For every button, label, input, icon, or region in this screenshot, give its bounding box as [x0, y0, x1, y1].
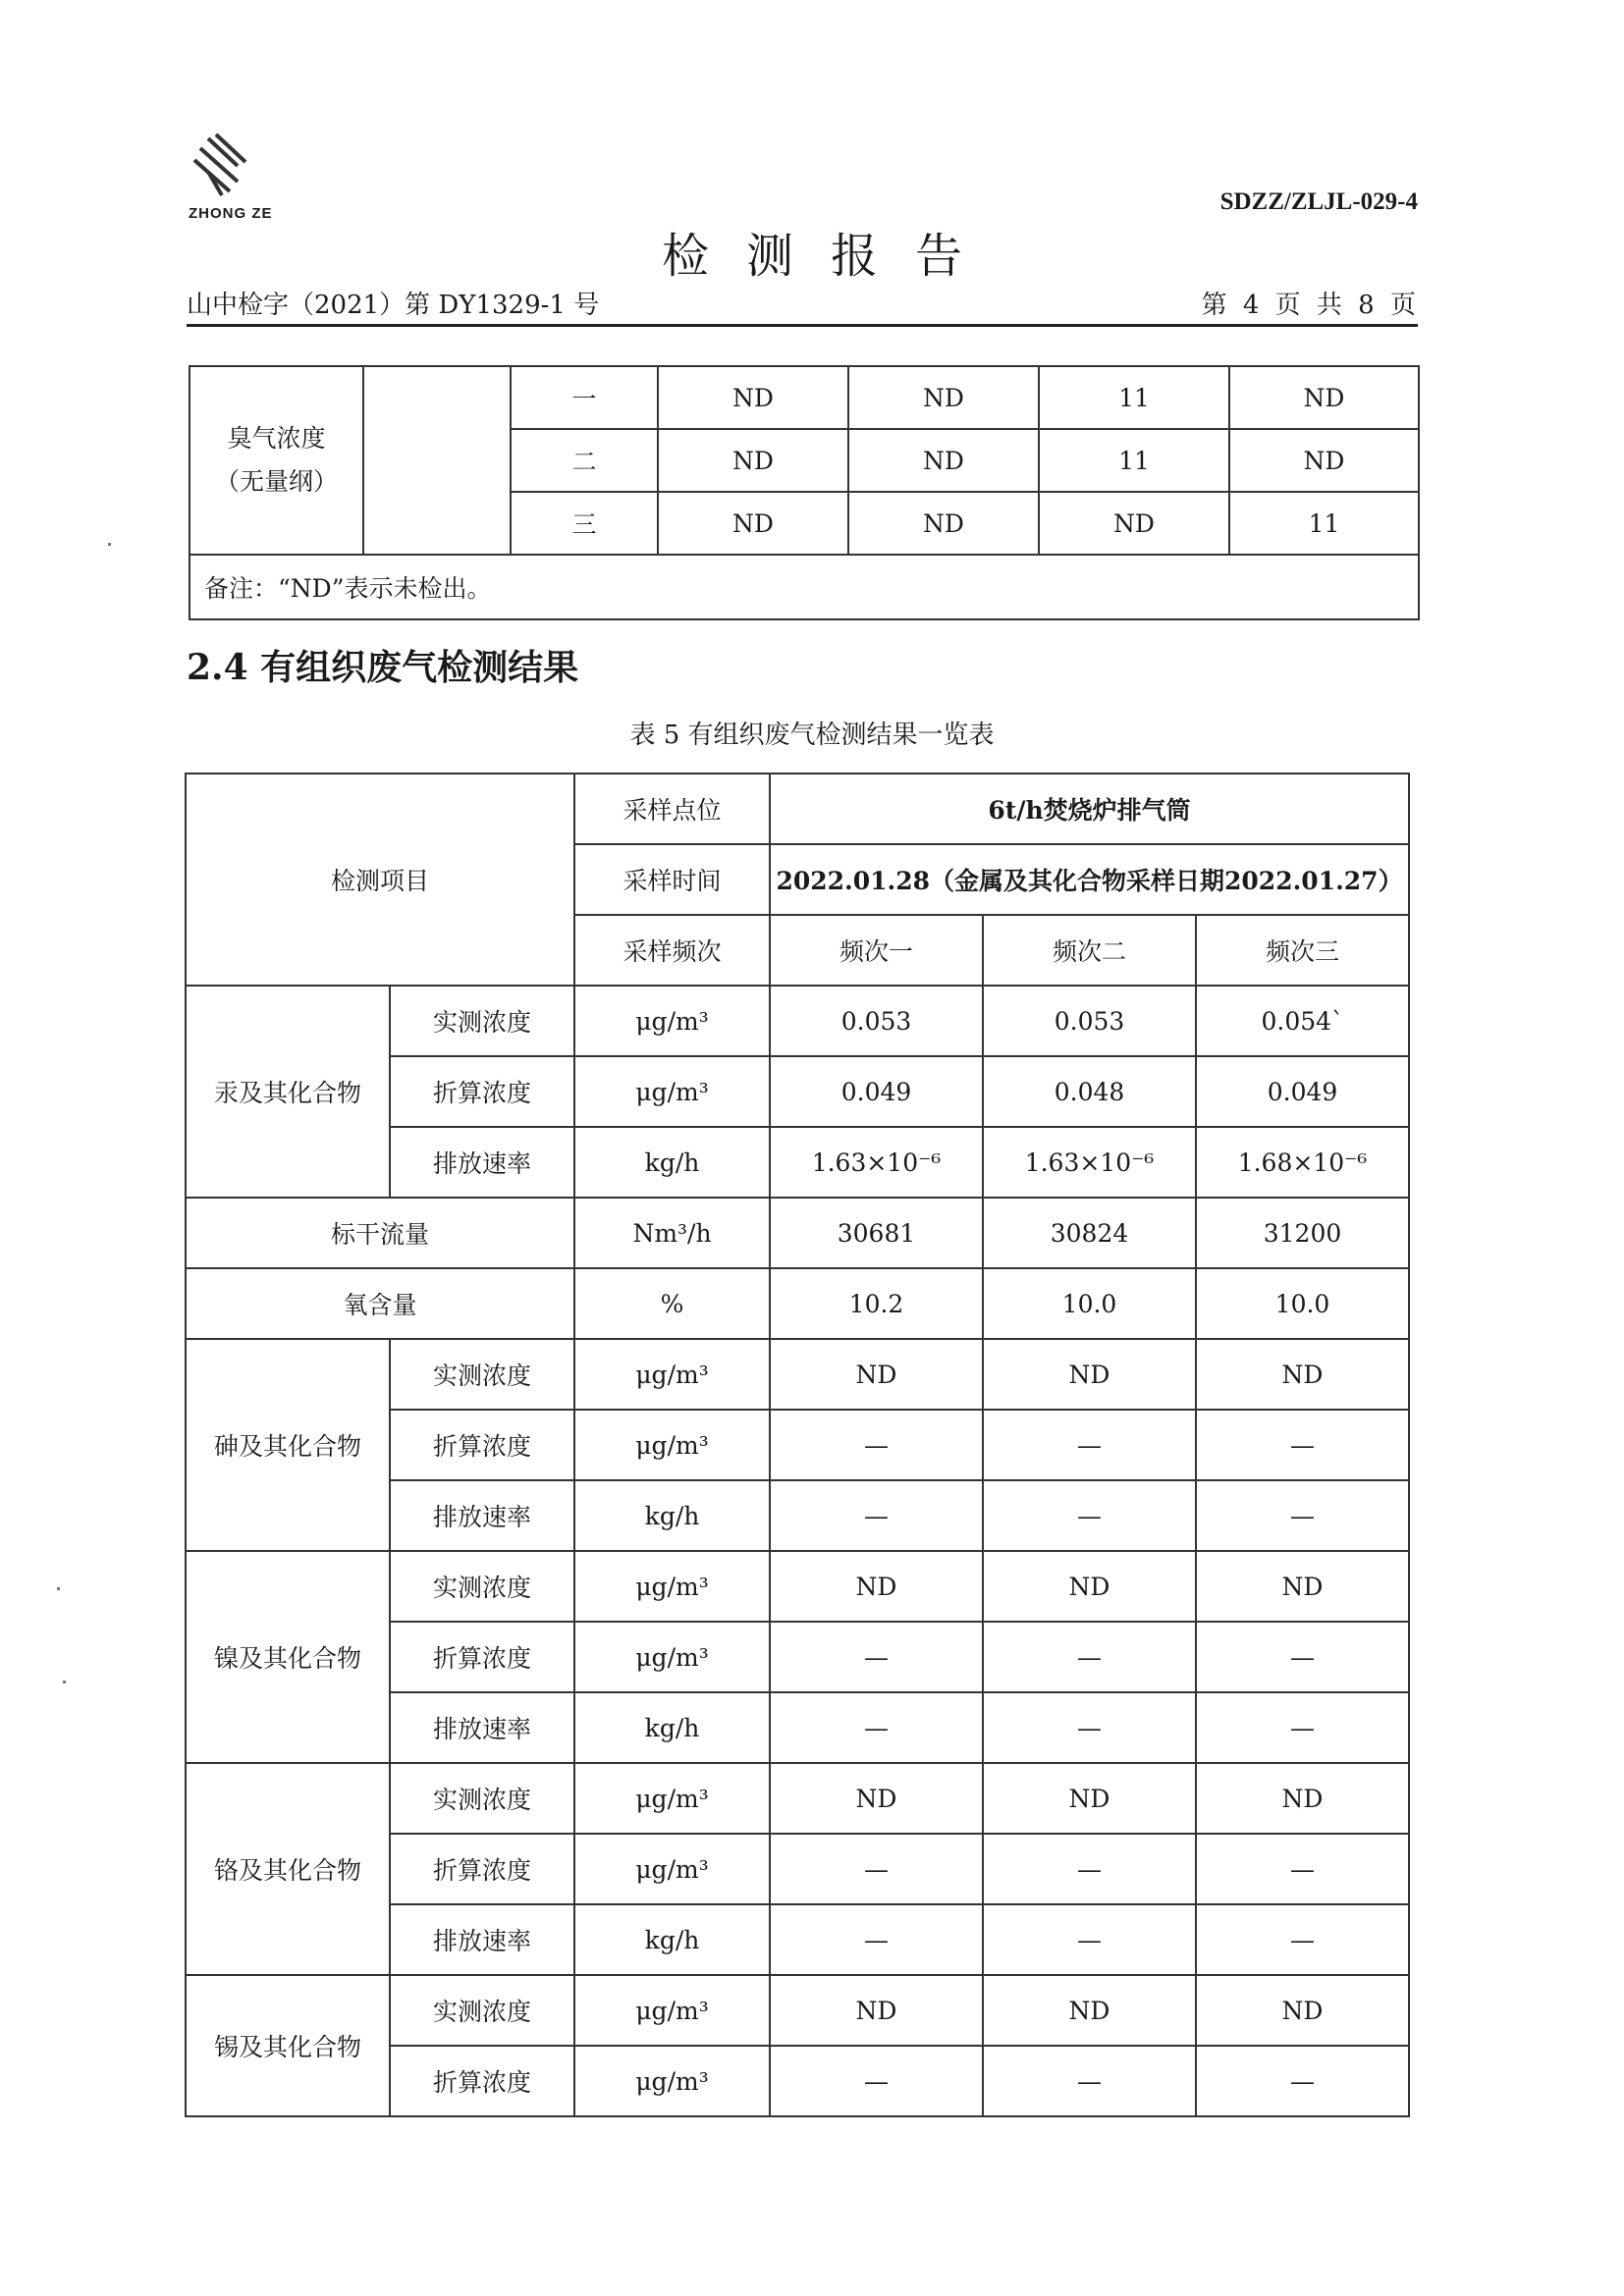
point-label: 采样点位: [574, 774, 770, 844]
unit-cell: kg/h: [574, 1904, 770, 1975]
value-cell: 1.63×10⁻⁶: [770, 1127, 983, 1198]
value-cell: —: [983, 1904, 1196, 1975]
freq-header: 频次二: [983, 915, 1196, 986]
scan-speck: [108, 543, 111, 546]
scan-speck: [63, 1681, 66, 1683]
value-cell: ND: [848, 429, 1039, 492]
value-cell: ND: [770, 1551, 983, 1622]
param-cell: 实测浓度: [390, 1551, 574, 1622]
value-cell: ND: [770, 1339, 983, 1410]
unit-cell: μg/m³: [574, 1763, 770, 1834]
unit-cell: μg/m³: [574, 1834, 770, 1904]
seq-cell: 二: [511, 429, 658, 492]
odor-item-name: 臭气浓度 （无量纲）: [189, 366, 363, 555]
table-row: [186, 1198, 1409, 1268]
value-cell: ND: [770, 1763, 983, 1834]
oxygen-name: 氧含量: [186, 1268, 574, 1339]
value-cell: —: [770, 1834, 983, 1904]
logo-stripes-icon: [187, 133, 265, 201]
value-cell: ND: [658, 492, 848, 555]
empty-cell: [363, 366, 511, 555]
page-number: 第 4 页 共 8 页: [1201, 291, 1416, 320]
param-cell: 折算浓度: [390, 2046, 574, 2116]
param-cell: 排放速率: [390, 1692, 574, 1763]
param-cell: 实测浓度: [390, 986, 574, 1056]
unit-cell: kg/h: [574, 1127, 770, 1198]
param-cell: 折算浓度: [390, 1410, 574, 1480]
value-cell: 10.2: [770, 1268, 983, 1339]
value-cell: —: [983, 1692, 1196, 1763]
value-cell: 1.63×10⁻⁶: [983, 1127, 1196, 1198]
header-divider: [187, 324, 1418, 327]
value-cell: —: [983, 1834, 1196, 1904]
param-cell: 排放速率: [390, 1904, 574, 1975]
unit-cell: Nm³/h: [574, 1198, 770, 1268]
value-cell: ND: [658, 366, 848, 429]
param-cell: 折算浓度: [390, 1834, 574, 1904]
param-cell: 折算浓度: [390, 1622, 574, 1692]
value-cell: ND: [983, 1339, 1196, 1410]
odor-table: [189, 365, 1420, 620]
value-cell: ND: [1196, 1339, 1409, 1410]
pollutant-name: 汞及其化合物: [186, 986, 390, 1198]
value-cell: 31200: [1196, 1198, 1409, 1268]
freq-header: 频次一: [770, 915, 983, 986]
pollutant-name: 铬及其化合物: [186, 1763, 390, 1975]
freq-label: 采样频次: [574, 915, 770, 986]
value-cell: —: [983, 1410, 1196, 1480]
value-cell: —: [770, 2046, 983, 2116]
value-cell: ND: [983, 1975, 1196, 2046]
item-header: 检测项目: [186, 774, 574, 986]
table-row: [186, 1551, 1409, 1622]
value-cell: 0.053: [770, 986, 983, 1056]
value-cell: —: [1196, 1622, 1409, 1692]
value-cell: —: [1196, 2046, 1409, 2116]
time-value: 2022.01.28（金属及其化合物采样日期2022.01.27）: [770, 844, 1409, 915]
value-cell: —: [770, 1622, 983, 1692]
param-cell: 实测浓度: [390, 1339, 574, 1410]
value-cell: ND: [770, 1975, 983, 2046]
table-row: [186, 1975, 1409, 2046]
seq-cell: 三: [511, 492, 658, 555]
param-cell: 排放速率: [390, 1127, 574, 1198]
value-cell: 10.0: [983, 1268, 1196, 1339]
value-cell: —: [1196, 1692, 1409, 1763]
unit-cell: μg/m³: [574, 1975, 770, 2046]
value-cell: 11: [1039, 366, 1229, 429]
value-cell: ND: [983, 1551, 1196, 1622]
pollutant-name: 锡及其化合物: [186, 1975, 390, 2116]
table-row: [189, 555, 1419, 619]
value-cell: 0.049: [770, 1056, 983, 1127]
param-cell: 排放速率: [390, 1480, 574, 1551]
value-cell: ND: [1196, 1763, 1409, 1834]
value-cell: 11: [1229, 492, 1419, 555]
table-row: [186, 1339, 1409, 1410]
flow-name: 标干流量: [186, 1198, 574, 1268]
logo-text: ZHONG ZE: [189, 205, 273, 222]
table-row: [186, 1763, 1409, 1834]
value-cell: —: [983, 1622, 1196, 1692]
unit-cell: kg/h: [574, 1692, 770, 1763]
value-cell: 1.68×10⁻⁶: [1196, 1127, 1409, 1198]
value-cell: ND: [848, 492, 1039, 555]
value-cell: —: [770, 1410, 983, 1480]
value-cell: ND: [983, 1763, 1196, 1834]
value-cell: —: [1196, 1480, 1409, 1551]
value-cell: ND: [1196, 1975, 1409, 2046]
value-cell: —: [1196, 1410, 1409, 1480]
value-cell: —: [1196, 1904, 1409, 1975]
table-remark: 备注：“ND”表示未检出。: [189, 555, 1419, 619]
value-cell: 30681: [770, 1198, 983, 1268]
table-row: [186, 986, 1409, 1056]
unit-cell: μg/m³: [574, 1622, 770, 1692]
table-row: [186, 1268, 1409, 1339]
freq-header: 频次三: [1196, 915, 1409, 986]
unit-cell: %: [574, 1268, 770, 1339]
scan-speck: [57, 1587, 60, 1590]
report-number: 山中检字（2021）第 DY1329-1 号: [187, 291, 600, 320]
value-cell: —: [983, 2046, 1196, 2116]
page-title: 检测报告: [661, 229, 1000, 284]
table-row: [189, 366, 1419, 429]
param-cell: 实测浓度: [390, 1975, 574, 2046]
value-cell: ND: [1229, 429, 1419, 492]
value-cell: 0.054`: [1196, 986, 1409, 1056]
emission-results-table: [185, 773, 1410, 2117]
seq-cell: 一: [511, 366, 658, 429]
value-cell: —: [770, 1692, 983, 1763]
unit-cell: μg/m³: [574, 1339, 770, 1410]
value-cell: 10.0: [1196, 1268, 1409, 1339]
pollutant-name: 镍及其化合物: [186, 1551, 390, 1763]
value-cell: 0.049: [1196, 1056, 1409, 1127]
time-label: 采样时间: [574, 844, 770, 915]
value-cell: —: [1196, 1834, 1409, 1904]
value-cell: —: [983, 1480, 1196, 1551]
value-cell: —: [770, 1904, 983, 1975]
table-row: [186, 774, 1409, 844]
value-cell: ND: [848, 366, 1039, 429]
document-code: SDZZ/ZLJL-029-4: [1219, 188, 1418, 215]
value-cell: —: [770, 1480, 983, 1551]
value-cell: 0.048: [983, 1056, 1196, 1127]
unit-cell: μg/m³: [574, 986, 770, 1056]
value-cell: ND: [658, 429, 848, 492]
unit-cell: μg/m³: [574, 1056, 770, 1127]
value-cell: 30824: [983, 1198, 1196, 1268]
param-cell: 实测浓度: [390, 1763, 574, 1834]
company-logo: [187, 133, 285, 222]
value-cell: ND: [1229, 366, 1419, 429]
unit-cell: μg/m³: [574, 2046, 770, 2116]
param-cell: 折算浓度: [390, 1056, 574, 1127]
point-value: 6t/h焚烧炉排气筒: [770, 774, 1409, 844]
value-cell: ND: [1196, 1551, 1409, 1622]
section-title: 2.4 有组织废气检测结果: [187, 647, 579, 688]
table-caption: 表 5 有组织废气检测结果一览表: [629, 721, 995, 750]
unit-cell: μg/m³: [574, 1410, 770, 1480]
pollutant-name: 砷及其化合物: [186, 1339, 390, 1551]
unit-cell: μg/m³: [574, 1551, 770, 1622]
value-cell: ND: [1039, 492, 1229, 555]
value-cell: 0.053: [983, 986, 1196, 1056]
value-cell: 11: [1039, 429, 1229, 492]
unit-cell: kg/h: [574, 1480, 770, 1551]
